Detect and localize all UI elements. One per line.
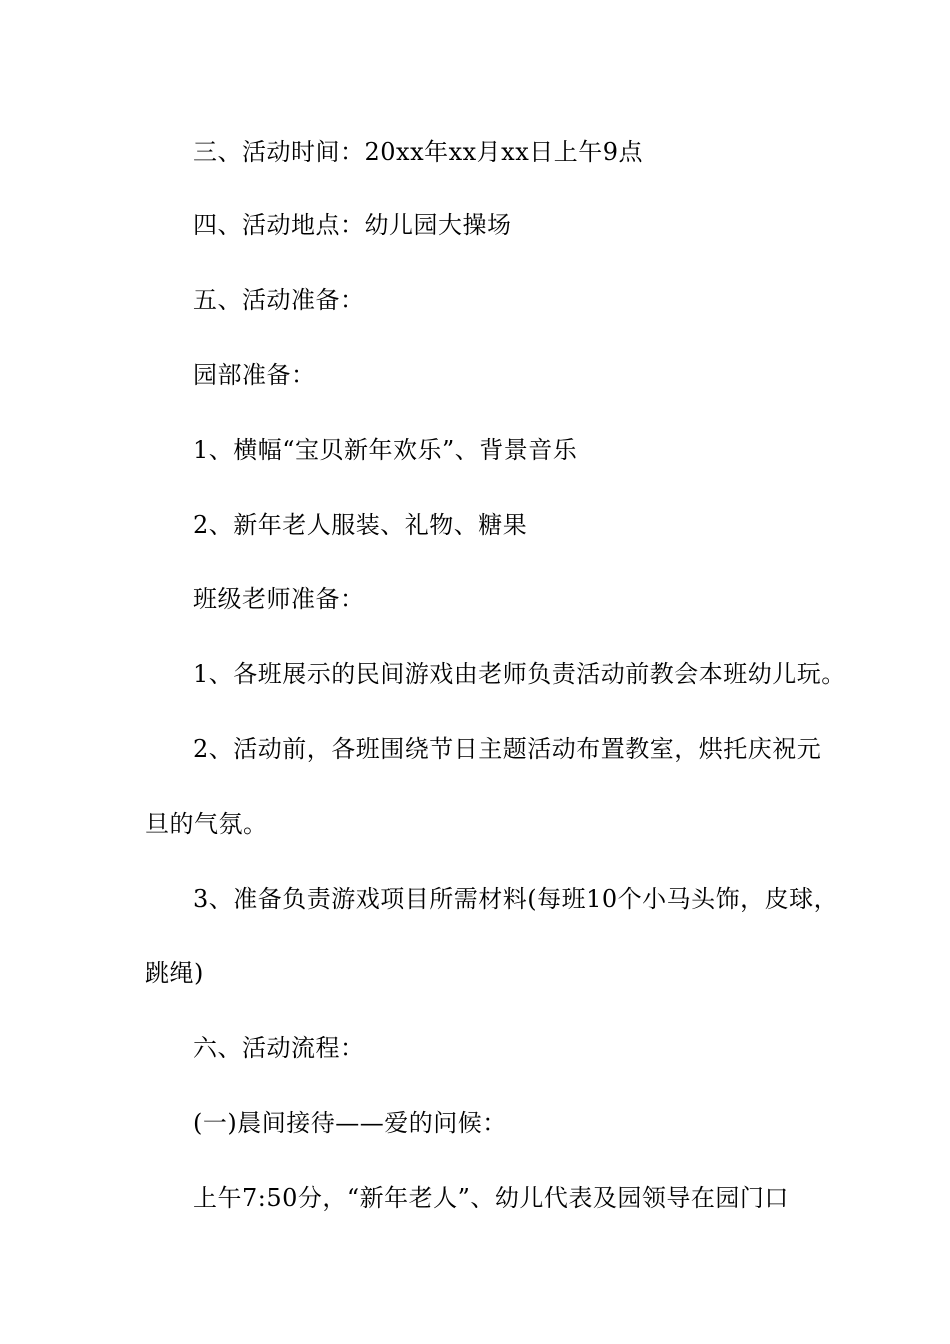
section-activity-process: 六、活动流程： (193, 1034, 365, 1062)
section-activity-time: 三、活动时间：20xx年xx月xx日上午9点 (193, 138, 644, 166)
section-activity-location: 四、活动地点：幼儿园大操场 (193, 211, 512, 239)
paragraph-morning-reception: 上午7:50分，“新年老人”、幼儿代表及园领导在园门口 (193, 1184, 789, 1212)
section-activity-preparation: 五、活动准备： (193, 286, 365, 314)
list-item-game-materials: 3、准备负责游戏项目所需材料(每班10个小马头饰，皮球， (193, 885, 839, 913)
subheading-teacher-preparation: 班级老师准备： (193, 585, 365, 613)
list-item-banner-music: 1、横幅“宝贝新年欢乐”、背景音乐 (193, 436, 578, 464)
list-item-folk-games: 1、各班展示的民间游戏由老师负责活动前教会本班幼儿玩。 (193, 660, 846, 688)
list-item-classroom-decoration-continued: 旦的气氛。 (145, 810, 268, 838)
subheading-campus-preparation: 园部准备： (193, 361, 316, 389)
list-item-classroom-decoration: 2、活动前，各班围绕节日主题活动布置教室，烘托庆祝元 (193, 735, 822, 763)
list-item-costume-gifts: 2、新年老人服装、礼物、糖果 (193, 511, 528, 539)
list-item-game-materials-continued: 跳绳) (145, 959, 204, 987)
subheading-morning-reception: (一)晨间接待——爱的问候： (193, 1109, 507, 1137)
